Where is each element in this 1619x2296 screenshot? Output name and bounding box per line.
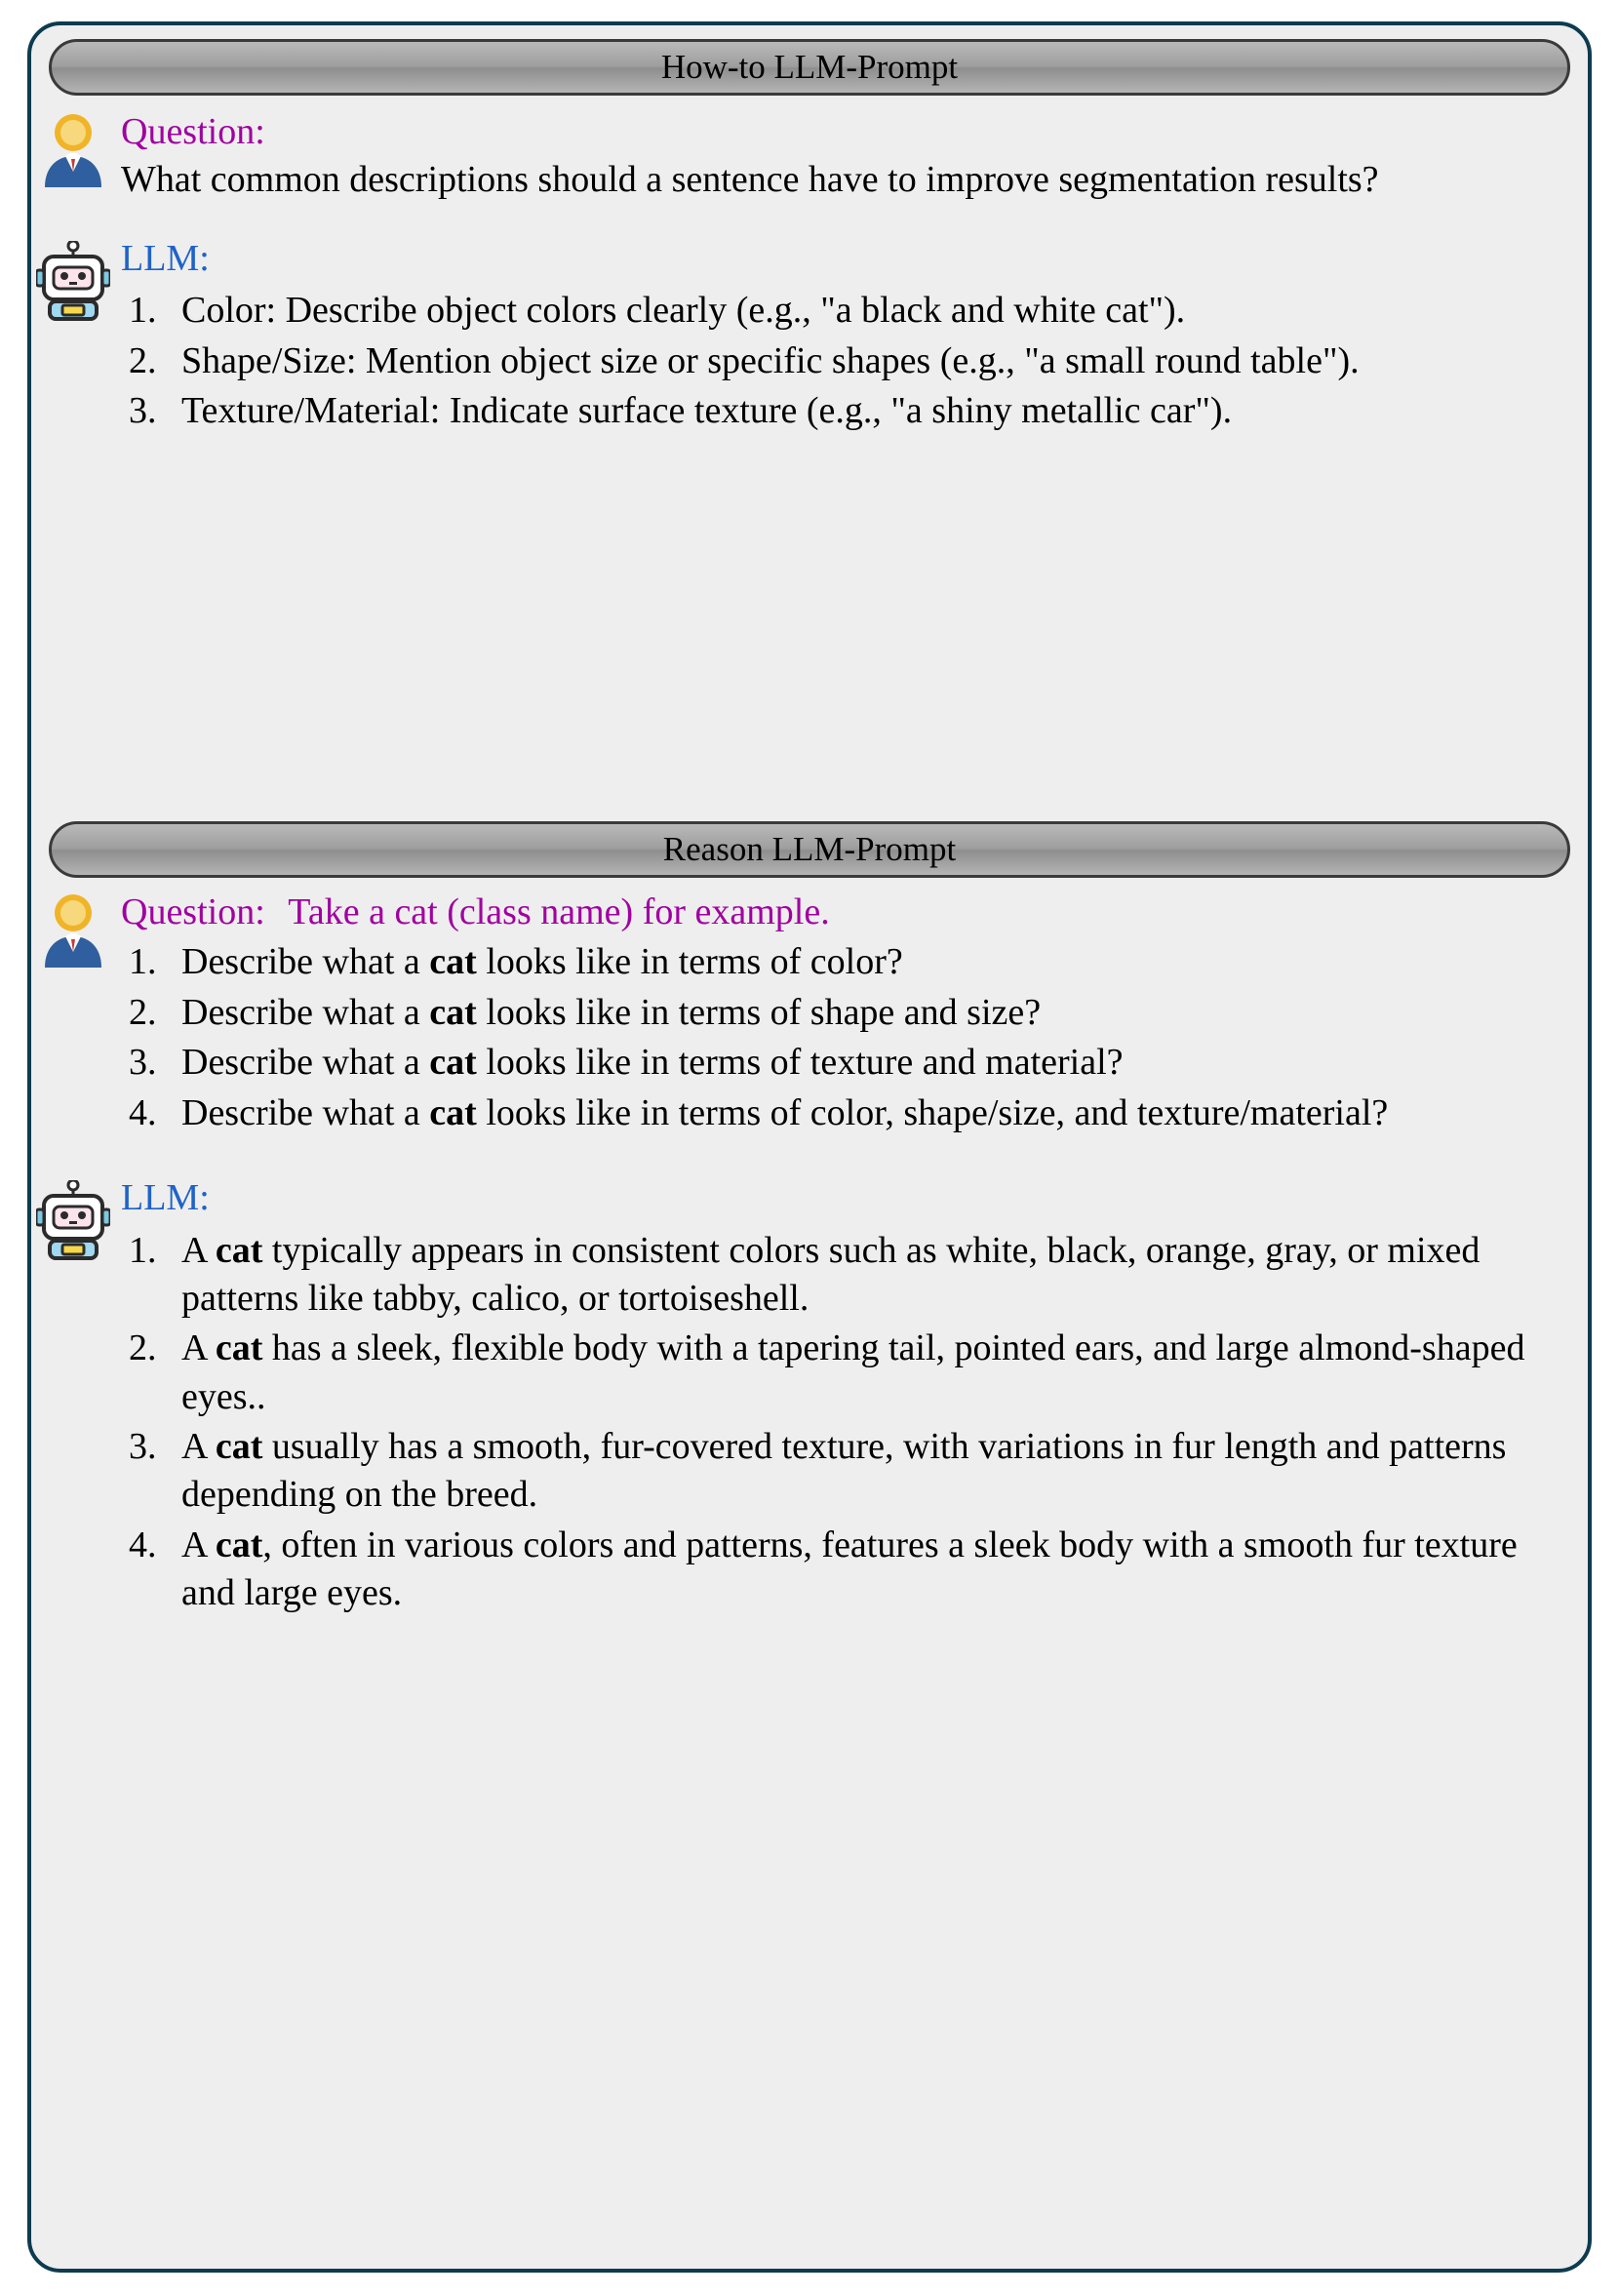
- list-item: [121, 1227, 1559, 1324]
- list-item-text-pre: Describe what a: [181, 991, 430, 1033]
- list-marker: 3.: [129, 389, 157, 431]
- list-item-text-pre: A: [181, 1524, 216, 1565]
- question-example-text: Take a cat (class name) for example.: [288, 891, 830, 932]
- list-marker: 2.: [129, 991, 157, 1033]
- how-to-question-text: What common descriptions should a sentence have to improve segmentation results?: [121, 159, 1379, 201]
- list-item-text-pre: Describe what a: [181, 941, 430, 983]
- list-marker: 1.: [129, 941, 157, 983]
- list-item-text-post: typically appears in consistent colors such as white, black, orange, gray, or mixed patterns like tabby, calico, or tortoiseshell.: [181, 1229, 1481, 1319]
- list-item-text: Shape/Size: Mention object size or specific shapes (e.g., "a small round table").: [181, 339, 1360, 381]
- how-to-llm-list: [121, 287, 1559, 435]
- list-item: [121, 1089, 1559, 1137]
- how-to-llm-row: [31, 237, 1588, 438]
- llm-label-text: LLM: [121, 237, 200, 279]
- list-item-text-post: , often in various colors and patterns, features a sleek body with a smooth fur texture and large eyes.: [181, 1524, 1518, 1614]
- list-item: [121, 938, 1559, 986]
- question-colon: :: [255, 111, 265, 152]
- list-item-text-bold: cat: [215, 1327, 263, 1369]
- list-item-text-bold: cat: [429, 941, 477, 983]
- list-item-text-pre: A: [181, 1327, 216, 1369]
- how-to-question-row: [31, 109, 1588, 204]
- how-to-llm-content: [121, 237, 1588, 438]
- how-to-body: [31, 109, 1588, 437]
- question-label: [121, 109, 1559, 154]
- user-avatar: [31, 109, 115, 187]
- list-marker: 4.: [129, 1091, 157, 1133]
- section-header-reason: Reason LLM-Prompt: [49, 821, 1570, 878]
- reason-question-content: [121, 890, 1588, 1139]
- reason-question-list: [121, 938, 1559, 1137]
- question-label-text: Question:: [121, 891, 265, 932]
- robot-avatar: [31, 1176, 115, 1262]
- llm-colon: :: [199, 237, 210, 279]
- robot-avatar-icon: [36, 241, 110, 323]
- llm-label: [121, 1176, 1559, 1221]
- list-marker: 1.: [129, 1229, 157, 1271]
- how-to-question-content: [121, 109, 1588, 204]
- list-item-text-pre: Describe what a: [181, 1091, 430, 1133]
- robot-avatar: [31, 237, 115, 323]
- reason-llm-content: [121, 1176, 1588, 1620]
- list-item-text-bold: cat: [429, 991, 477, 1033]
- list-item-text-post: looks like in terms of color?: [476, 941, 903, 983]
- list-item-text-bold: cat: [215, 1524, 263, 1565]
- list-item: [121, 989, 1559, 1037]
- list-item: [121, 287, 1559, 335]
- list-item-text: Color: Describe object colors clearly (e.g., "a black and white cat").: [181, 290, 1186, 332]
- list-marker: 2.: [129, 1327, 157, 1369]
- robot-avatar-icon: [36, 1180, 110, 1262]
- list-item-text-bold: cat: [429, 1091, 477, 1133]
- list-item-text-post: looks like in terms of shape and size?: [476, 991, 1042, 1033]
- list-marker: 3.: [129, 1426, 157, 1468]
- list-marker: 3.: [129, 1042, 157, 1084]
- list-item: [121, 337, 1559, 385]
- list-item-text-pre: Describe what a: [181, 1042, 430, 1084]
- list-item-text-bold: cat: [215, 1229, 263, 1271]
- list-marker: 4.: [129, 1524, 157, 1565]
- list-marker: 1.: [129, 290, 157, 332]
- list-item: [121, 1522, 1559, 1618]
- list-item-text-post: looks like in terms of texture and material?: [476, 1042, 1124, 1084]
- list-item: [121, 1423, 1559, 1520]
- section-header-how-to: How-to LLM-Prompt: [49, 39, 1570, 96]
- list-marker: 2.: [129, 339, 157, 381]
- list-item-text-bold: cat: [429, 1042, 477, 1084]
- list-item-text-post: looks like in terms of color, shape/size, and texture/material?: [476, 1091, 1389, 1133]
- user-avatar-icon: [39, 113, 107, 187]
- list-item: [121, 387, 1559, 435]
- llm-colon: :: [199, 1176, 210, 1218]
- llm-label: [121, 237, 1559, 282]
- reason-llm-list: [121, 1227, 1559, 1618]
- question-label-text: Question: [121, 111, 256, 152]
- list-item-text-pre: A: [181, 1229, 216, 1271]
- reason-body: [31, 890, 1588, 1620]
- list-item-text-post: usually has a smooth, fur-covered texture, with variations in fur length and patterns depending on the breed.: [181, 1426, 1507, 1516]
- llm-label-text: LLM: [121, 1176, 200, 1218]
- prompt-panel: [27, 21, 1592, 2273]
- reason-llm-row: [31, 1176, 1588, 1620]
- list-item-text-bold: cat: [215, 1426, 263, 1468]
- user-avatar-icon: [39, 893, 107, 968]
- list-item: [121, 1325, 1559, 1421]
- list-item-text-pre: A: [181, 1426, 216, 1468]
- list-item-text: Texture/Material: Indicate surface texture (e.g., "a shiny metallic car").: [181, 389, 1233, 431]
- list-item-text-post: has a sleek, flexible body with a tapering tail, pointed ears, and large almond-shaped eyes..: [181, 1327, 1525, 1417]
- reason-question-row: [31, 890, 1588, 1139]
- question-label: [121, 890, 1559, 934]
- list-item: [121, 1039, 1559, 1087]
- user-avatar: [31, 890, 115, 968]
